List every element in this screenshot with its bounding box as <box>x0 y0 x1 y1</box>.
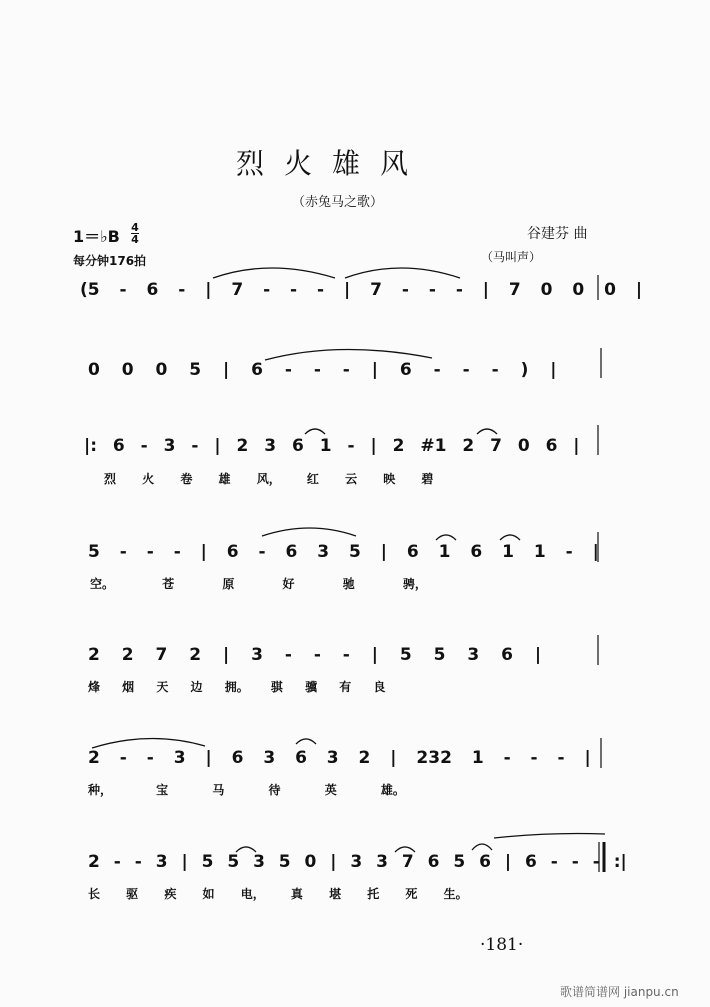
row-6-notes: 2 - - 3 | 6 3 6 3 2 | 232 1 - - - | <box>88 748 591 768</box>
row-7-lyrics: 长 驱 疾 如 电， 真 堪 托 死 生。 <box>88 887 468 901</box>
slur-arc <box>262 528 356 536</box>
tie-arc <box>265 349 432 360</box>
row-6-lyrics: 种， 宝 马 待 英 雄。 <box>88 783 405 797</box>
tie-arc <box>494 834 605 839</box>
tie-arc <box>92 738 205 748</box>
key-signature: 1＝♭B <box>73 227 120 246</box>
song-title: 烈火雄风 <box>236 147 429 180</box>
row-7-notes: 2 - - 3 | 5 5 3 5 0 | 3 3 7 6 5 6 | 6 - - - :| <box>88 852 627 872</box>
slur-arc <box>296 739 316 744</box>
tie-arc <box>345 268 460 278</box>
horse-sound-annotation: （马叫声） <box>481 250 542 264</box>
row-4-lyrics: 空。 苍 原 好 驰 骋， <box>90 577 427 591</box>
slur-arc <box>500 535 520 540</box>
time-signature-top: 4 <box>131 221 139 234</box>
time-signature-bottom: 4 <box>131 233 139 246</box>
row-5-notes: 2 2 7 2 | 3 - - - | 5 5 3 6 | <box>88 645 542 665</box>
row-3-lyrics: 烈 火 卷 雄 风， 红 云 映 碧 <box>104 472 434 486</box>
tempo-marking: 每分钟176拍 <box>73 254 147 268</box>
song-subtitle: （赤兔马之歌） <box>292 195 384 210</box>
row-1-notes: (5 - 6 - | 7 - - - | 7 - - - | 7 0 0 0 | <box>80 280 643 300</box>
slur-arc <box>436 535 456 540</box>
row-4-notes: 5 - - - | 6 - 6 3 5 | 6 1 6 1 1 - | <box>88 542 599 562</box>
row-2-notes: 0 0 0 5 | 6 - - - | 6 - - - ) | <box>88 360 557 380</box>
composer-credit: 谷建芬 曲 <box>527 226 588 242</box>
tie-arc <box>213 268 335 278</box>
slur-arc <box>477 429 497 434</box>
row-3-notes: |: 6 - 3 - | 2 3 6 1 - | 2 #1 2 7 0 6 | <box>84 436 580 456</box>
site-watermark: 歌谱简谱网 jianpu.cn <box>560 985 679 999</box>
time-signature <box>131 222 139 245</box>
slur-arc <box>305 429 325 434</box>
tie-arc <box>472 844 492 850</box>
page-number: ·181· <box>480 935 524 955</box>
row-5-lyrics: 烽 烟 天 边 拥。 骐 骥 有 良 <box>88 680 386 694</box>
